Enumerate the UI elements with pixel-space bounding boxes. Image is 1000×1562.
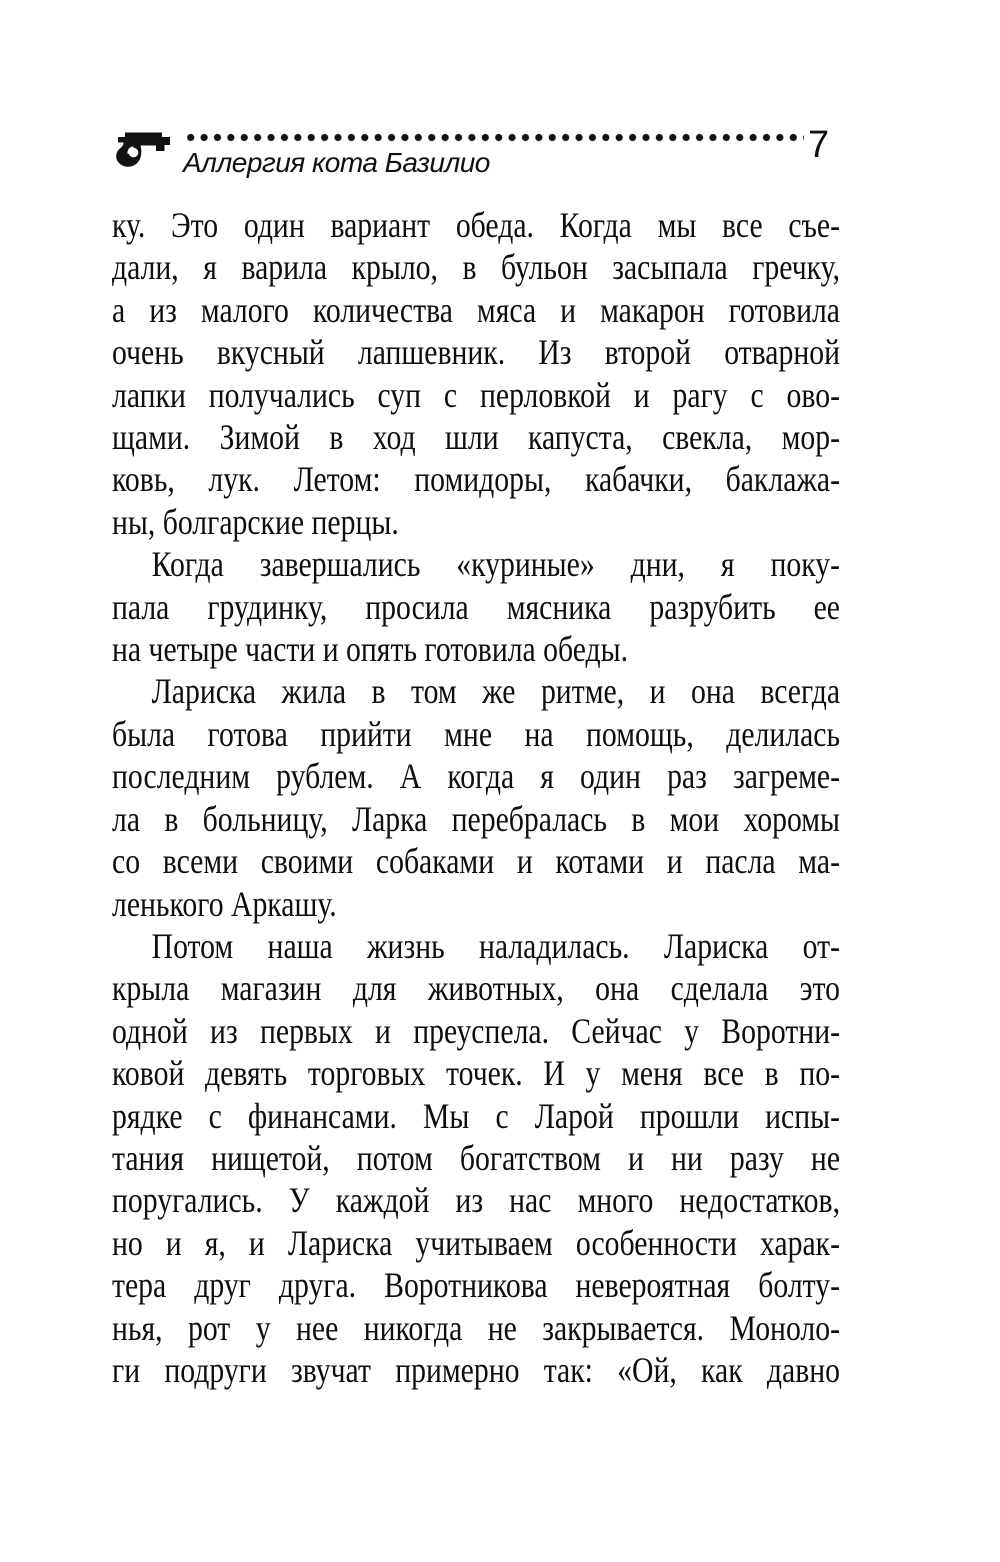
text-line: щами. Зимой в ход шли капуста, свекла, мор- — [112, 417, 841, 458]
text-line: но и я, и Лариска учитываем особенности харак- — [112, 1222, 841, 1263]
text-line: поругались. У каждой из нас много недостатков, — [112, 1180, 841, 1221]
text-line: дали, я варила крыло, в бульон засыпала гречку, — [112, 247, 841, 288]
text-line: Лариска жила в том же ритме, и она всегда — [151, 671, 841, 712]
text-line: тера друг друга. Воротникова невероятная болту- — [112, 1265, 841, 1306]
text-line: ла в больницу, Ларка перебралась в мои хоромы — [112, 798, 841, 839]
text-line: ковь, лук. Летом: помидоры, кабачки, баклажа- — [112, 459, 841, 500]
text-line: ковой девять торговых точек. И у меня все в по- — [112, 1053, 841, 1094]
text-line: ку. Это один вариант обеда. Когда мы все съе- — [112, 205, 841, 245]
text-line: очень вкусный лапшевник. Из второй отварной — [112, 332, 841, 373]
text-line: на четыре части и опять готовила обеды. — [112, 629, 629, 670]
text-line: ги подруги звучат примерно так: «Ой, как давно — [112, 1349, 841, 1390]
dotted-rule — [184, 133, 804, 142]
text-line: была готова прийти мне на помощь, делилась — [112, 713, 841, 754]
page-number: 7 — [808, 124, 830, 166]
text-line: одной из первых и преуспела. Сейчас у Воротни- — [112, 1010, 841, 1051]
revolver-icon — [113, 130, 171, 174]
text-line: последним рублем. А когда я один раз загреме- — [112, 756, 841, 797]
text-line: тания нищетой, потом богатством и ни разу не — [112, 1137, 841, 1178]
text-line: Потом наша жизнь наладилась. Лариска от- — [151, 925, 841, 966]
text-line: пала грудинку, просила мясника разрубить ее — [112, 586, 841, 627]
text-line: крыла магазин для животных, она сделала это — [112, 968, 841, 1009]
running-title: Аллергия кота Базилио — [183, 147, 490, 178]
text-line: ны, болгарские перцы. — [112, 501, 399, 542]
text-line: рядке с финансами. Мы с Ларой прошли испы- — [112, 1095, 841, 1136]
text-line: со всеми своими собаками и котами и пасла ма- — [112, 841, 841, 882]
text-line: нья, рот у нее никогда не закрывается. Моноло- — [112, 1307, 841, 1348]
text-line: лапки получались суп с перловкой и рагу с ово- — [112, 374, 841, 415]
text-line: Когда завершались «куриные» дни, я поку- — [151, 544, 841, 585]
text-line: а из малого количества мяса и макарон готовила — [112, 289, 841, 330]
page-text — [112, 204, 840, 1391]
text-line: ленького Аркашу. — [112, 883, 337, 924]
